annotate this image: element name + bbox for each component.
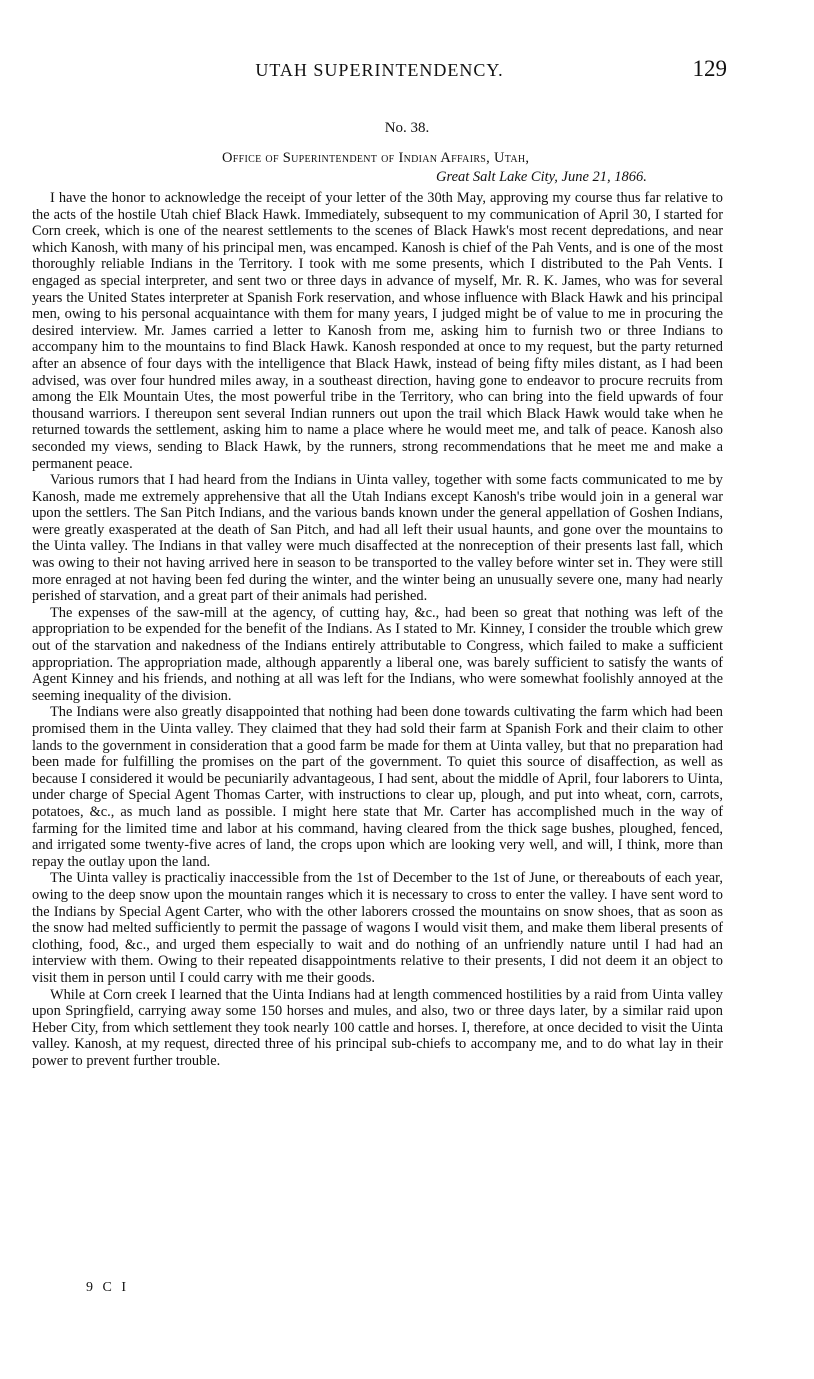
page-number: 129 bbox=[692, 56, 727, 81]
place-date-line: Great Salt Lake City, June 21, 1866. bbox=[436, 169, 647, 185]
page-header bbox=[32, 58, 727, 84]
document-number: No. 38. bbox=[384, 120, 430, 136]
running-title: UTAH SUPERINTENDENCY. bbox=[255, 60, 504, 80]
paragraph: While at Corn creek I learned that the Uinta Indians had at length commenced hostilities by a raid from Uinta valley upon Springfield, carrying away some 150 horses and mules, and also, two or three days later, by a similar raid upon Heber City, from which settlement they took nearly 100 cattle and horses. I, therefore, at once decided to visit the Uinta valley. Kanosh, at my request, directed three of his principal sub-chiefs to accompany me, and to do what lay in their power to prevent further trouble. bbox=[32, 986, 723, 1069]
paragraph: The Indians were also greatly disappointed that nothing had been done towards cultivating the farm which had been promised them in the Uinta valley. They claimed that they had sold their farm at Spanish Fork and their claim to other lands to the government in consideration that a good farm be made for them at Uinta valley, but that no preparation had been made for fulfilling the promises on the part of the government. To quiet this source of disaffection, as well as because I considered it would be pecuniarily advantageous, I had sent, about the middle of April, four laborers to Uinta, under charge of Special Agent Thomas Carter, with instructions to clear up, plough, and put into wheat, corn, carrots, potatoes, &c., as much land as possible. I might here state that Mr. Carter has accomplished much in the way of farming for the limited time and labor at his command, having cleared from the thick sage bushes, ploughed, fenced, and irrigated some twenty-five acres of land, the crops upon which are looking very well, and will, I think, more than repay the outlay upon the land. bbox=[32, 704, 723, 870]
office-heading: Office of Superintendent of Indian Affairs, Utah, bbox=[222, 150, 530, 166]
paragraph: I have the honor to acknowledge the receipt of your letter of the 30th May, approving my course thus far relative to the acts of the hostile Utah chief Black Hawk. Immediately, subsequent to my communication of April 30, I started for Corn creek, which is one of the nearest settlements to the scenes of Black Hawk's most recent depredations, and near which Kanosh, with many of his principal men, was encamped. Kanosh is chief of the Pah Vents, and is one of the most thoroughly reliable Indians in the Territory. I took with me some presents, which I distributed to the Pah Vents. I engaged as special interpreter, and sent two or three days in advance of myself, Mr. R. K. James, who was for several years the United States interpreter at Spanish Fork reservation, and whose influence with Black Hawk and his principal men, owing to his personal acquaintance with them for many years, I judged might be of value to me in procuring the desired interview. Mr. James carried a letter to Kanosh from me, asking him to furnish two or three Indians to accompany him to the mountains to find Black Hawk. Kanosh responded at once to my request, but the party returned after an absence of four days with the intelligence that Black Hawk, instead of being fifty miles distant, as I had been advised, was over four hundred miles away, in a southeast direction, having gone to endeavor to procure recruits from among the Elk Mountain Utes, the most powerful tribe in the Territory, who can bring into the field upwards of four thousand warriors. I thereupon sent several Indian runners out upon the trail which Black Hawk would take when he returned towards the settlement, asking him to name a place where he would meet me, and talk of peace. Kanosh also seconded my views, sending to Black Hawk, by the runners, strong recommendations that he meet me and make a permanent peace. bbox=[32, 190, 723, 472]
letter-body bbox=[32, 190, 723, 1069]
printer-signature-mark: 9 C I bbox=[86, 1280, 129, 1295]
paragraph: Various rumors that I had heard from the Indians in Uinta valley, together with some facts communicated to me by Kanosh, made me extremely apprehensive that all the Utah Indians except Kanosh's tribe would join in a general war upon the settlers. The San Pitch Indians, and the various bands known under the general appellation of Goshen Indians, were greatly exasperated at the death of San Pitch, and had all left their usual haunts, and gone over the mountains to the Uinta valley. The Indians in that valley were much disaffected at the nonreception of their presents last fall, which was owing to their not having arrived here in season to be transported to the valley before winter set in. They were still more enraged at not having been fed during the winter, and the winter being an unusually severe one, many had nearly perished of starvation, and a great part of their animals had perished. bbox=[32, 472, 723, 605]
paragraph: The expenses of the saw-mill at the agency, of cutting hay, &c., had been so great that nothing was left of the appropriation to be expended for the benefit of the Indians. As I stated to Mr. Kinney, I consider the trouble which grew out of the starvation and nakedness of the Indians entirely attributable to Congress, which failed to make a sufficient appropriation. The appropriation made, although apparently a liberal one, was barely sufficient to satisfy the wants of Agent Kinney and his friends, and nothing at all was left for the Indians, who were somewhat foolishly annoyed at the seeming inequality of the division. bbox=[32, 604, 723, 704]
paragraph: The Uinta valley is practicaliy inaccessible from the 1st of December to the 1st of June, or thereabouts of each year, owing to the deep snow upon the mountain ranges which it is necessary to cross to enter the valley. I have sent word to the Indians by Special Agent Carter, who with the other laborers crossed the mountains on snow shoes, that as soon as the snow had melted sufficiently to permit the passage of wagons I would visit them, and make them liberal presents of clothing, food, &c., and urged them especially to wait and do nothing of an unfriendly nature until I had had an interview with them. Owing to their repeated disappointments relative to their presents, I did not deem it an object to visit them in person until I could carry with me their goods. bbox=[32, 870, 723, 986]
